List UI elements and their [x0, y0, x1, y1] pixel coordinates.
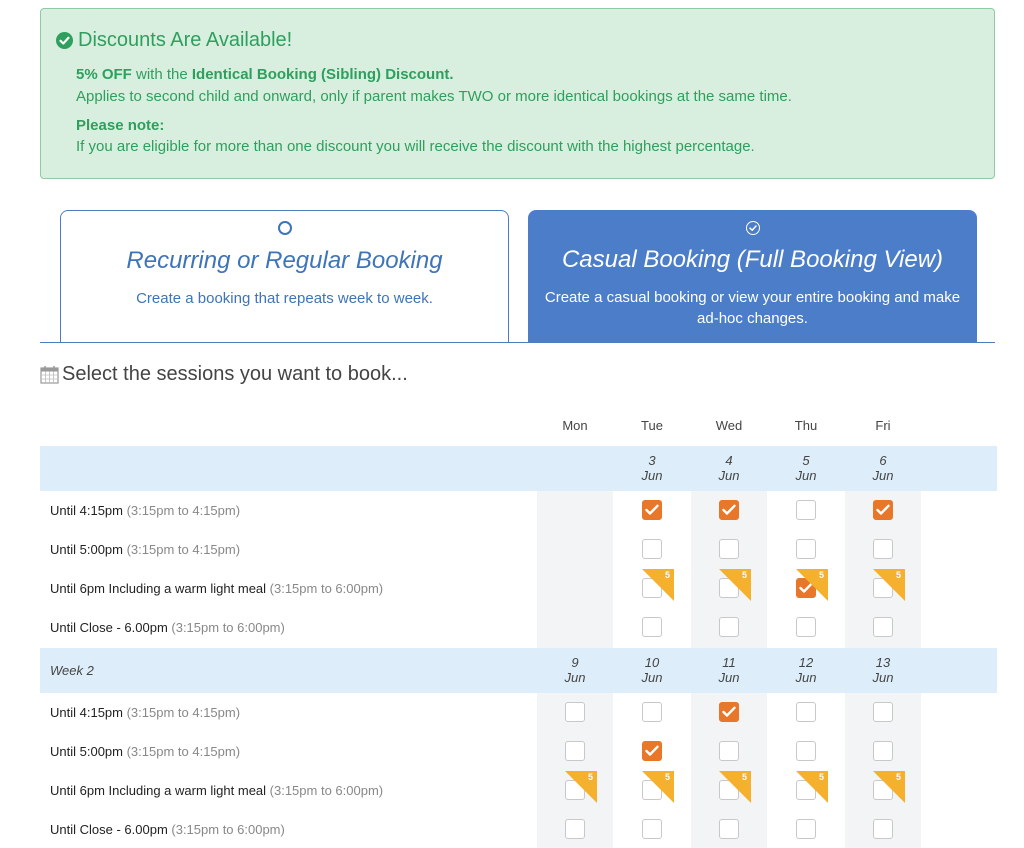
session-checkbox[interactable]	[565, 702, 585, 722]
day-header-wed: Wed	[715, 418, 743, 433]
discount-offer-mid: with the	[131, 66, 192, 83]
discount-note-label	[76, 117, 164, 134]
discount-badge-text: 5	[742, 570, 748, 580]
date-cell	[768, 655, 844, 685]
discount-badge-text: 5	[665, 570, 671, 580]
session-row-label	[50, 581, 383, 596]
checkmark-icon	[645, 745, 659, 757]
discount-conditions: Applies to second child and onward, only if parent makes TWO or more identical bookings at the same time.	[76, 88, 792, 105]
session-checkbox[interactable]	[719, 819, 739, 839]
note-label-text: Please note:	[76, 117, 165, 134]
discount-corner-badge	[796, 569, 828, 601]
discount-name: Identical Booking (Sibling) Discount.	[191, 66, 454, 83]
date-month: Jun	[564, 670, 586, 685]
session-name: Until 5:00pm	[50, 744, 127, 759]
discount-title	[56, 29, 292, 52]
session-checkbox[interactable]	[873, 702, 893, 722]
date-cell	[614, 453, 690, 483]
date-cell	[845, 453, 921, 483]
session-checkbox[interactable]	[642, 819, 662, 839]
checkmark-icon	[645, 504, 659, 516]
radio-unselected-icon[interactable]	[278, 221, 292, 235]
session-checkbox[interactable]	[796, 617, 816, 637]
session-time: (3:15pm to 6:00pm)	[171, 822, 285, 837]
recurring-booking-title: Recurring or Regular Booking	[126, 247, 443, 274]
discount-corner-badge	[873, 771, 905, 803]
date-cell	[845, 655, 921, 685]
discount-corner-badge	[642, 771, 674, 803]
date-day: 11	[722, 655, 736, 670]
session-checkbox[interactable]	[719, 539, 739, 559]
date-month: Jun	[795, 468, 817, 483]
radio-selected-icon[interactable]	[746, 221, 760, 235]
discount-badge-text: 5	[819, 570, 825, 580]
sessions-grid	[40, 410, 997, 848]
session-row-label	[50, 542, 240, 557]
discount-badge-text: 5	[819, 772, 825, 782]
session-checkbox[interactable]	[796, 741, 816, 761]
session-checkbox[interactable]	[642, 500, 662, 520]
day-header-thu: Thu	[794, 418, 818, 433]
checkmark-icon	[722, 504, 736, 516]
session-row-label	[50, 822, 285, 837]
discount-badge-text: 5	[665, 772, 671, 782]
discount-corner-badge	[565, 771, 597, 803]
session-checkbox[interactable]	[873, 819, 893, 839]
session-name: Until 6pm Including a warm light meal	[50, 783, 270, 798]
casual-booking-option[interactable]	[528, 210, 977, 343]
day-header-fri: Fri	[875, 418, 891, 433]
check-circle-icon	[56, 32, 73, 49]
session-name: Until 5:00pm	[50, 542, 127, 557]
discount-note-text: If you are eligible for more than one discount you will receive the discount with the highest percentage.	[76, 138, 755, 155]
date-month: Jun	[872, 670, 894, 685]
session-checkbox[interactable]	[719, 702, 739, 722]
session-checkbox[interactable]	[873, 741, 893, 761]
date-cell	[691, 453, 767, 483]
session-checkbox[interactable]	[719, 741, 739, 761]
casual-booking-subtitle: Create a casual booking or view your entire booking and make ad-hoc changes.	[544, 289, 961, 327]
session-checkbox[interactable]	[642, 539, 662, 559]
sessions-title-text: Select the sessions you want to book...	[62, 363, 408, 385]
date-day: 3	[648, 453, 656, 468]
discount-corner-badge	[873, 569, 905, 601]
session-checkbox[interactable]	[873, 500, 893, 520]
discount-badge-text: 5	[896, 772, 902, 782]
checkmark-icon	[876, 504, 890, 516]
session-checkbox[interactable]	[565, 741, 585, 761]
session-name: Until 6pm Including a warm light meal	[50, 581, 270, 596]
session-time: (3:15pm to 6:00pm)	[269, 581, 384, 596]
session-checkbox[interactable]	[796, 819, 816, 839]
session-row-label	[50, 744, 240, 759]
date-day: 6	[879, 453, 887, 468]
sessions-heading	[40, 363, 408, 386]
casual-booking-title: Casual Booking (Full Booking View)	[561, 246, 944, 273]
date-month: Jun	[718, 670, 740, 685]
session-time: (3:15pm to 4:15pm)	[126, 503, 241, 518]
date-day: 13	[875, 655, 891, 670]
date-month: Jun	[795, 670, 817, 685]
session-time: (3:15pm to 6:00pm)	[171, 620, 285, 635]
session-checkbox[interactable]	[642, 617, 662, 637]
discount-percent: 5% OFF	[76, 66, 132, 83]
session-checkbox[interactable]	[719, 500, 739, 520]
checkmark-icon	[722, 706, 736, 718]
calendar-icon	[40, 365, 59, 384]
recurring-booking-subtitle: Create a booking that repeats week to week.	[136, 290, 433, 307]
session-checkbox[interactable]	[642, 702, 662, 722]
discount-corner-badge	[719, 569, 751, 601]
date-month: Jun	[641, 670, 663, 685]
date-day: 9	[571, 655, 579, 670]
day-header-tue: Tue	[641, 418, 663, 433]
date-day: 5	[802, 453, 810, 468]
session-row-label	[50, 783, 383, 798]
discount-banner	[40, 8, 995, 179]
session-time: (3:15pm to 6:00pm)	[269, 783, 384, 798]
discount-corner-badge	[642, 569, 674, 601]
session-name: Until Close - 6.00pm	[50, 822, 172, 837]
date-month: Jun	[718, 468, 740, 483]
session-row-label	[50, 620, 285, 635]
date-cell	[768, 453, 844, 483]
date-cell	[537, 655, 613, 685]
session-name: Until 4:15pm	[50, 503, 127, 518]
session-time: (3:15pm to 4:15pm)	[126, 744, 241, 759]
recurring-booking-option[interactable]	[60, 210, 509, 343]
session-name: Until 4:15pm	[50, 705, 127, 720]
discount-badge-text: 5	[588, 772, 594, 782]
date-day: 12	[798, 655, 814, 670]
options-divider	[40, 342, 995, 343]
session-checkbox[interactable]	[873, 539, 893, 559]
day-header-mon: Mon	[562, 418, 588, 433]
session-time: (3:15pm to 4:15pm)	[126, 705, 241, 720]
session-row-label	[50, 503, 240, 518]
week-label: Week 2	[50, 663, 94, 678]
session-row-label	[50, 705, 240, 720]
date-day: 10	[644, 655, 660, 670]
discount-badge-text: 5	[742, 772, 748, 782]
session-checkbox[interactable]	[796, 500, 816, 520]
discount-offer	[76, 66, 454, 83]
session-time: (3:15pm to 4:15pm)	[126, 542, 241, 557]
session-checkbox[interactable]	[642, 741, 662, 761]
date-month: Jun	[872, 468, 894, 483]
session-checkbox[interactable]	[719, 617, 739, 637]
discount-title-text: Discounts Are Available!	[78, 29, 293, 51]
discount-badge-text: 5	[896, 570, 902, 580]
discount-corner-badge	[719, 771, 751, 803]
session-checkbox[interactable]	[565, 819, 585, 839]
date-day: 4	[725, 453, 733, 468]
date-cell	[614, 655, 690, 685]
date-cell	[691, 655, 767, 685]
session-checkbox[interactable]	[873, 617, 893, 637]
discount-corner-badge	[796, 771, 828, 803]
session-checkbox[interactable]	[796, 702, 816, 722]
session-checkbox[interactable]	[796, 539, 816, 559]
session-name: Until Close - 6.00pm	[50, 620, 172, 635]
date-month: Jun	[641, 468, 663, 483]
